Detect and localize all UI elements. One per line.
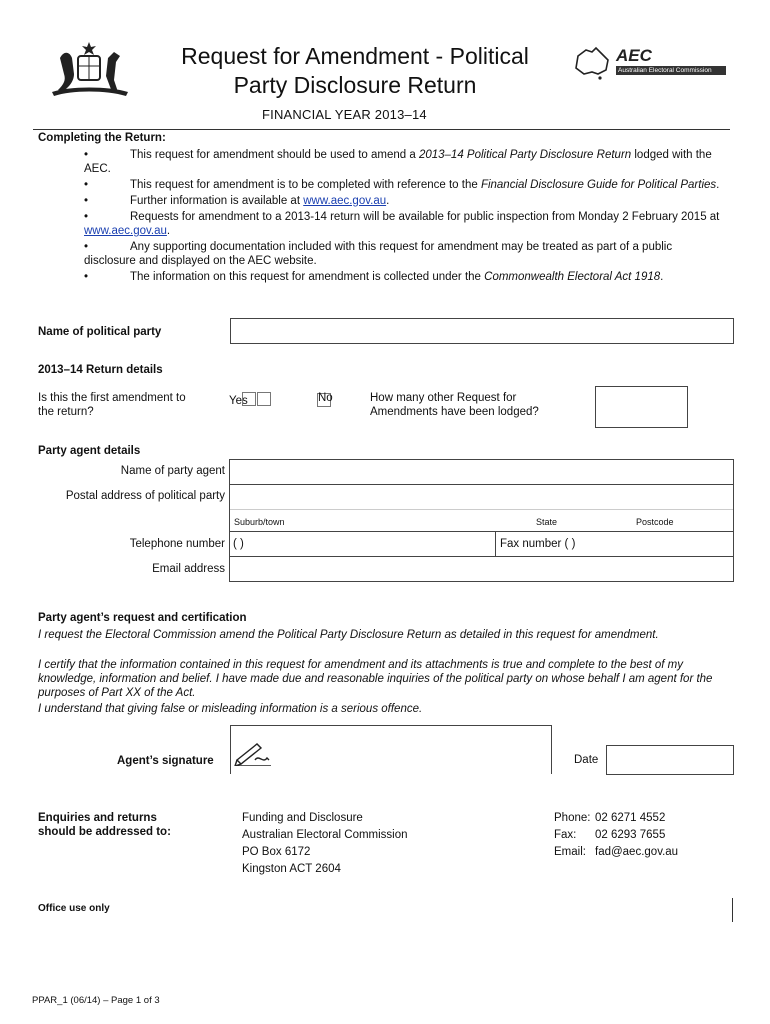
party-name-label: Name of political party — [38, 326, 162, 338]
yes-label: Yes — [229, 395, 248, 407]
postal-address-label: Postal address of political party — [65, 490, 225, 502]
yes-checkbox[interactable] — [242, 392, 256, 406]
telephone-label: Telephone number — [129, 538, 225, 550]
completing-bullets — [84, 148, 724, 286]
date-input[interactable] — [606, 745, 734, 775]
certification-heading: Party agent’s request and certification — [38, 612, 247, 624]
phone-value: 02 6271 4552 — [595, 812, 666, 824]
postal-address-divider — [230, 509, 733, 510]
email-contact-label: Email: — [554, 846, 586, 858]
yes-checkbox-2[interactable] — [257, 392, 271, 406]
fax-contact-label: Fax: — [554, 829, 577, 841]
email-value: fad@aec.gov.au — [595, 846, 679, 858]
party-name-input[interactable] — [230, 318, 734, 344]
bullet-item: • Requests for amendment to a 2013-14 return will be available for public inspection from Monday 2 February 2015 at www.aec.gov.au. — [84, 211, 720, 237]
certification-offence-text: I understand that giving false or misleading information is a serious offence. — [38, 703, 423, 715]
bullet-item: • Further information is available at www.aec.gov.au. — [84, 195, 390, 207]
form-title — [140, 42, 570, 100]
date-label: Date — [574, 754, 599, 766]
aec-logo-text: AEC — [616, 46, 652, 65]
office-use-margin-line — [732, 898, 733, 922]
header-divider — [33, 129, 730, 130]
fax-divider — [495, 532, 496, 556]
phone-label: Phone: — [554, 812, 591, 824]
agent-name-input[interactable] — [229, 459, 734, 485]
fax-label: Fax number ( ) — [500, 538, 576, 550]
address-line: Australian Electoral Commission — [242, 829, 408, 841]
agent-name-label: Name of party agent — [120, 465, 225, 477]
title-line-2: Party Disclosure Return — [233, 72, 477, 98]
postcode-label: Postcode — [636, 517, 674, 527]
australia-map-icon — [572, 46, 612, 80]
pen-signature-icon — [233, 740, 273, 766]
signature-label: Agent’s signature — [117, 755, 214, 767]
other-requests-input[interactable] — [595, 386, 688, 428]
yes-option[interactable] — [229, 392, 271, 407]
email-input[interactable] — [229, 556, 734, 582]
telephone-input[interactable] — [229, 531, 734, 557]
bullet-item: • This request for amendment should be used to amend a 2013–14 Political Party Disclosure Return lodged with the AEC. — [84, 149, 712, 175]
agent-heading: Party agent details — [38, 445, 141, 457]
address-line: PO Box 6172 — [242, 846, 311, 858]
page-footer: PPAR_1 (06/14) – Page 1 of 3 — [32, 995, 160, 1006]
aec-website-link[interactable]: www.aec.gov.au — [84, 225, 167, 237]
aec-website-link[interactable]: www.aec.gov.au — [303, 195, 387, 207]
bullet-item: • The information on this request for amendment is collected under the Commonwealth Electoral Act 1918. — [84, 271, 664, 283]
aec-logo — [572, 46, 728, 80]
financial-year: FINANCIAL YEAR 2013–14 — [262, 107, 427, 122]
other-requests-question: How many other Request for Amendments have been lodged? — [370, 392, 539, 418]
no-label: No — [318, 392, 333, 404]
signature-box[interactable] — [230, 725, 552, 774]
enquiries-heading: Enquiries and returns should be addressed to: — [38, 812, 171, 838]
suburb-label: Suburb/town — [234, 517, 285, 527]
office-use-label: Office use only — [38, 903, 110, 914]
first-amendment-question: Is this the first amendment to the return? — [38, 392, 186, 418]
telephone-value: ( ) — [233, 538, 244, 550]
address-line: Funding and Disclosure — [242, 812, 363, 824]
bullet-item: • This request for amendment is to be completed with reference to the Financial Disclosure Guide for Political Parties. — [84, 179, 720, 191]
fax-value: 02 6293 7655 — [595, 829, 666, 841]
certification-request-text: I request the Electoral Commission amend the Political Party Disclosure Return as detailed in this request for amendment. — [38, 629, 659, 641]
enquiries-address — [242, 810, 408, 878]
enquiries-contact — [554, 810, 678, 861]
no-option[interactable] — [317, 392, 332, 404]
address-line: Kingston ACT 2604 — [242, 863, 341, 875]
certification-certify-text: I certify that the information contained in this request for amendment and its attachments is true and complete to the best of my knowledge, information and belief. I have made due and reasonable inquiries of the political party on whose behalf I am agent for the purposes of Part XX of the Act. — [38, 659, 713, 699]
coat-of-arms-icon — [44, 40, 134, 102]
title-line-1: Request for Amendment - Political — [181, 43, 529, 69]
return-details-heading: 2013–14 Return details — [38, 364, 163, 376]
postal-address-input[interactable] — [229, 484, 734, 532]
state-label: State — [536, 517, 558, 527]
email-label: Email address — [152, 563, 225, 575]
completing-heading: Completing the Return: — [38, 132, 166, 144]
aec-logo-subtext: Australian Electoral Commission — [618, 67, 712, 74]
bullet-item: • Any supporting documentation included with this request for amendment may be treated as part of a public disclosure and displayed on the AEC website. — [84, 241, 673, 267]
